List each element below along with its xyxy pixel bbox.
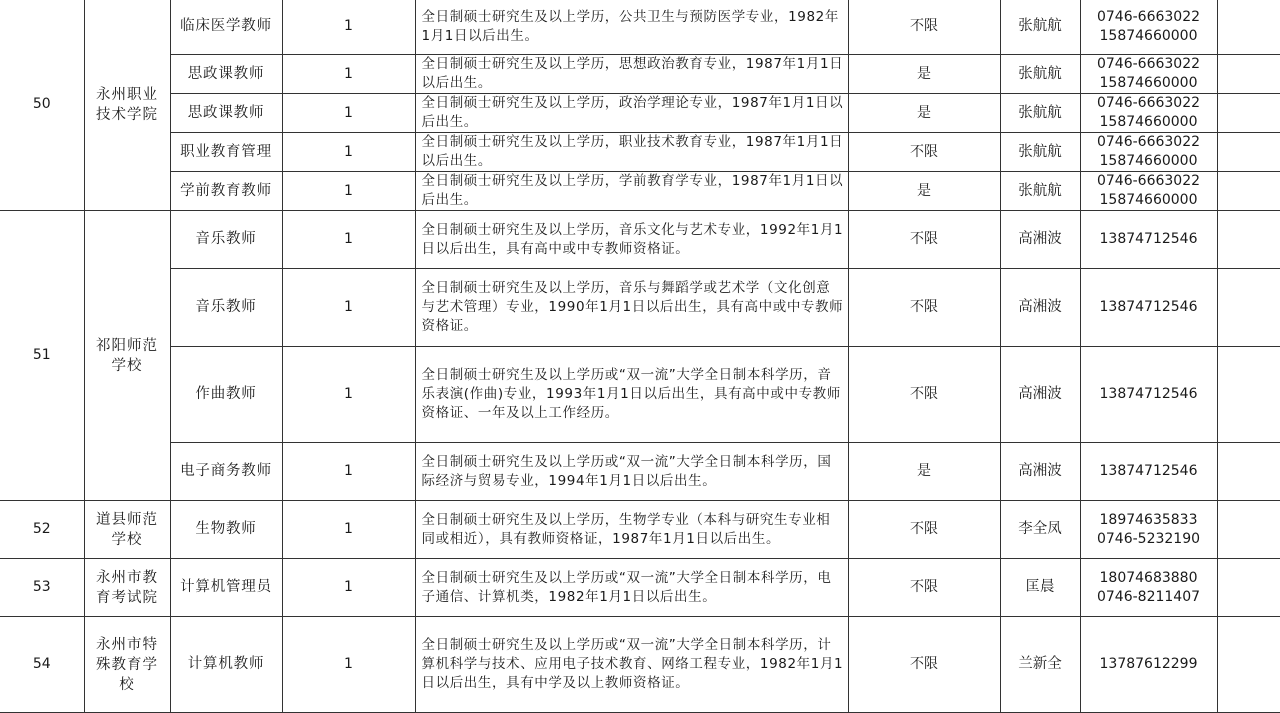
limit-value: 不限 [848, 133, 1000, 172]
row-number: 52 [0, 501, 84, 559]
requirement-text: 全日制硕士研究生及以上学历，政治学理论专业，1987年1月1日以后出生。 [415, 94, 848, 133]
position-name: 电子商务教师 [170, 443, 282, 501]
contact-person: 李全凤 [1000, 501, 1080, 559]
remark-cell [1217, 347, 1280, 443]
requirement-text: 全日制硕士研究生及以上学历或“双一流”大学全日制本科学历，国际经济与贸易专业，1994年1月1日以后出生。 [415, 443, 848, 501]
contact-person: 张航航 [1000, 172, 1080, 211]
contact-phone: 13874712546 [1080, 269, 1217, 347]
table-row [0, 55, 1280, 94]
limit-value: 是 [848, 443, 1000, 501]
position-name: 音乐教师 [170, 211, 282, 269]
table-row [0, 94, 1280, 133]
remark-cell [1217, 172, 1280, 211]
contact-person: 张航航 [1000, 94, 1080, 133]
contact-person: 匡晨 [1000, 559, 1080, 617]
table-row [0, 133, 1280, 172]
contact-person: 高湘波 [1000, 347, 1080, 443]
requirement-text: 全日制硕士研究生及以上学历，学前教育学专业，1987年1月1日以后出生。 [415, 172, 848, 211]
contact-person: 张航航 [1000, 55, 1080, 94]
position-name: 计算机教师 [170, 617, 282, 713]
contact-phone: 13787612299 [1080, 617, 1217, 713]
position-count: 1 [282, 211, 415, 269]
contact-person: 高湘波 [1000, 443, 1080, 501]
table-row [0, 443, 1280, 501]
contact-phone: 0746-6663022 15874660000 [1080, 94, 1217, 133]
position-count: 1 [282, 443, 415, 501]
requirement-text: 全日制硕士研究生及以上学历或“双一流”大学全日制本科学历，音乐表演(作曲)专业，1993年1月1日以后出生，具有高中或中专教师资格证、一年及以上工作经历。 [415, 347, 848, 443]
requirement-text: 全日制硕士研究生及以上学历，生物学专业（本科与研究生专业相同或相近），具有教师资格证，1987年1月1日以后出生。 [415, 501, 848, 559]
contact-phone: 13874712546 [1080, 347, 1217, 443]
requirement-text: 全日制硕士研究生及以上学历，音乐与舞蹈学或艺术学（文化创意与艺术管理）专业，1990年1月1日以后出生，具有高中或中专教师资格证。 [415, 269, 848, 347]
position-count: 1 [282, 133, 415, 172]
remark-cell [1217, 269, 1280, 347]
contact-person: 兰新全 [1000, 617, 1080, 713]
remark-cell [1217, 443, 1280, 501]
table-row [0, 269, 1280, 347]
table-row [0, 617, 1280, 713]
remark-cell [1217, 501, 1280, 559]
contact-phone: 13874712546 [1080, 443, 1217, 501]
limit-value: 不限 [848, 559, 1000, 617]
contact-phone: 18974635833 0746-5232190 [1080, 501, 1217, 559]
position-name: 计算机管理员 [170, 559, 282, 617]
table-row [0, 172, 1280, 211]
limit-value: 是 [848, 55, 1000, 94]
remark-cell [1217, 0, 1280, 55]
limit-value: 不限 [848, 501, 1000, 559]
limit-value: 不限 [848, 0, 1000, 55]
unit-name: 道县师范 学校 [84, 501, 170, 559]
contact-phone: 0746-6663022 15874660000 [1080, 133, 1217, 172]
position-name: 思政课教师 [170, 94, 282, 133]
contact-phone: 0746-6663022 15874660000 [1080, 172, 1217, 211]
contact-phone: 0746-6663022 15874660000 [1080, 0, 1217, 55]
limit-value: 是 [848, 94, 1000, 133]
position-count: 1 [282, 269, 415, 347]
position-name: 职业教育管理 [170, 133, 282, 172]
row-number: 50 [0, 0, 84, 211]
requirement-text: 全日制硕士研究生及以上学历，公共卫生与预防医学专业，1982年1月1日以后出生。 [415, 0, 848, 55]
position-name: 临床医学教师 [170, 0, 282, 55]
limit-value: 不限 [848, 269, 1000, 347]
contact-phone: 0746-6663022 15874660000 [1080, 55, 1217, 94]
unit-name: 祁阳师范 学校 [84, 211, 170, 501]
contact-person: 张航航 [1000, 133, 1080, 172]
position-name: 学前教育教师 [170, 172, 282, 211]
position-count: 1 [282, 347, 415, 443]
position-count: 1 [282, 55, 415, 94]
requirement-text: 全日制硕士研究生及以上学历或“双一流”大学全日制本科学历，电子通信、计算机类，1982年1月1日以后出生。 [415, 559, 848, 617]
limit-value: 不限 [848, 211, 1000, 269]
position-count: 1 [282, 0, 415, 55]
limit-value: 不限 [848, 617, 1000, 713]
table-row [0, 0, 1280, 55]
position-name: 生物教师 [170, 501, 282, 559]
row-number: 54 [0, 617, 84, 713]
position-count: 1 [282, 501, 415, 559]
position-count: 1 [282, 559, 415, 617]
unit-name: 永州市教 育考试院 [84, 559, 170, 617]
position-count: 1 [282, 617, 415, 713]
contact-person: 张航航 [1000, 0, 1080, 55]
table-row [0, 347, 1280, 443]
requirement-text: 全日制硕士研究生及以上学历，职业技术教育专业，1987年1月1日以后出生。 [415, 133, 848, 172]
requirement-text: 全日制硕士研究生及以上学历，音乐文化与艺术专业，1992年1月1日以后出生，具有高中或中专教师资格证。 [415, 211, 848, 269]
remark-cell [1217, 94, 1280, 133]
contact-phone: 13874712546 [1080, 211, 1217, 269]
table-row [0, 211, 1280, 269]
remark-cell [1217, 55, 1280, 94]
contact-person: 高湘波 [1000, 269, 1080, 347]
position-name: 思政课教师 [170, 55, 282, 94]
position-name: 作曲教师 [170, 347, 282, 443]
table-row [0, 559, 1280, 617]
remark-cell [1217, 559, 1280, 617]
position-count: 1 [282, 94, 415, 133]
position-count: 1 [282, 172, 415, 211]
table-row [0, 501, 1280, 559]
limit-value: 不限 [848, 347, 1000, 443]
unit-name: 永州职业 技术学院 [84, 0, 170, 211]
requirement-text: 全日制硕士研究生及以上学历或“双一流”大学全日制本科学历，计算机科学与技术、应用电子技术教育、网络工程专业，1982年1月1日以后出生，具有中学及以上教师资格证。 [415, 617, 848, 713]
contact-phone: 18074683880 0746-8211407 [1080, 559, 1217, 617]
remark-cell [1217, 211, 1280, 269]
row-number: 53 [0, 559, 84, 617]
position-name: 音乐教师 [170, 269, 282, 347]
remark-cell [1217, 617, 1280, 713]
remark-cell [1217, 133, 1280, 172]
unit-name: 永州市特 殊教育学 校 [84, 617, 170, 713]
contact-person: 高湘波 [1000, 211, 1080, 269]
requirement-text: 全日制硕士研究生及以上学历，思想政治教育专业，1987年1月1日以后出生。 [415, 55, 848, 94]
row-number: 51 [0, 211, 84, 501]
limit-value: 是 [848, 172, 1000, 211]
